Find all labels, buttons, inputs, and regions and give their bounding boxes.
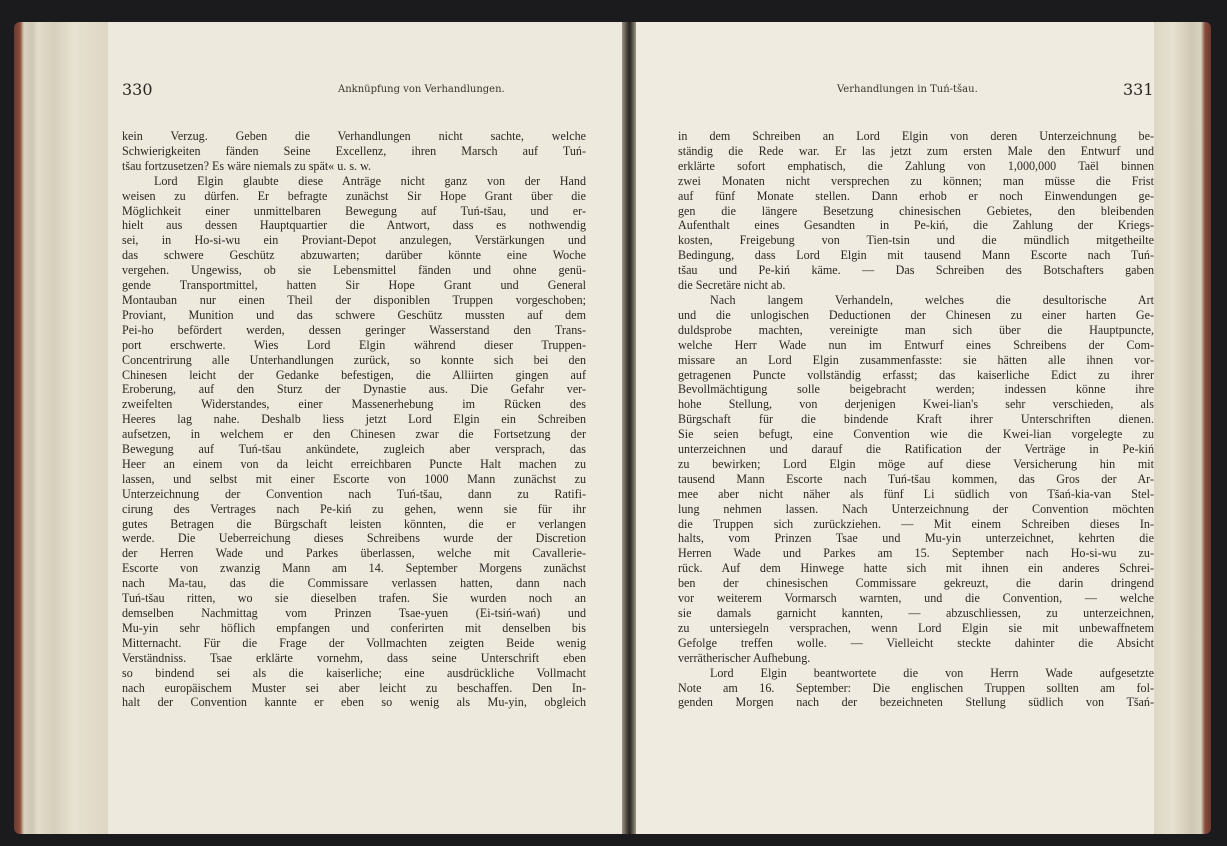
text-line: kein Verzug. Geben die Verhandlungen nicht sachte, welche bbox=[122, 129, 586, 143]
text-line: rück. Auf dem Hinwege hatte sich mit ihnen ein anderes Schrei- bbox=[678, 561, 1154, 576]
text-line: tšau fortzusetzen? Es wäre niemals zu spät« u. s. w. bbox=[122, 158, 372, 173]
text-line: Montauban nur einen Theil der disponiblen Truppen vorgeschoben; bbox=[122, 292, 586, 307]
right-body-text bbox=[678, 129, 1154, 710]
text-line: so bindend sei als die kaiserliche; eine ausdrückliche Vollmacht bbox=[122, 665, 586, 680]
text-line: zwei Monaten nicht versprechen zu können; man müsse die Frist bbox=[678, 173, 1154, 188]
text-line: in dem Schreiben an Lord Elgin von deren Unterzeichnung be- bbox=[678, 129, 1154, 143]
text-line: getragenen Puncte vollständig erfasst; das kaiserliche Edict zu ihrer bbox=[678, 367, 1154, 382]
text-line: gende Transportmittel, hatten Sir Hope Grant und General bbox=[122, 278, 586, 293]
text-line: Note am 16. September: Die englischen Truppen sollten am fol- bbox=[678, 680, 1154, 695]
text-line: port erschwerte. Wies Lord Elgin während dieser Truppen- bbox=[122, 337, 586, 352]
text-line: Chinesen leicht der Gedanke befestigen, die Alliirten gingen auf bbox=[122, 367, 586, 382]
text-line: sie damals garnicht kannten, — abzuschliessen, zu unterzeichnen, bbox=[678, 606, 1154, 620]
text-line: hielt aus dessen Hauptquartier die Antwort, dass es nothwendig bbox=[122, 218, 586, 233]
text-line: Heeres lag nahe. Deshalb liess jetzt Lord Elgin ein Schreiben bbox=[122, 412, 586, 427]
text-line: Mitternacht. Für die Frage der Vollmachten zeigten Beide wenig bbox=[122, 635, 586, 650]
text-line: Tuń-tšau ritten, wo sie dieselben trafen. Sie wurden noch an bbox=[122, 591, 586, 606]
book-page-edges-left bbox=[14, 22, 110, 834]
text-line: lung nehmen lassen. Nach Unterzeichnung der Convention möchten bbox=[678, 501, 1154, 516]
text-line: cirung des Vertrages nach Pe-kiń zu gehen, wenn sie für ihr bbox=[122, 501, 586, 516]
text-line: Gefolge treffen wolle. — Vielleicht steckte dahinter die Absicht bbox=[678, 635, 1154, 650]
book-gutter bbox=[622, 22, 636, 834]
text-line: tšau und Pe-kiń käme. — Das Schreiben des Botschafters gaben bbox=[678, 263, 1154, 278]
text-line: Lord Elgin beantwortete die von Herrn Wade aufgesetzte bbox=[710, 665, 1154, 680]
text-line: genden Morgen nach der bezeichneten Stellung südlich von Tšań- bbox=[678, 695, 1154, 710]
text-line: Escorte von zwanzig Mann am 14. September Morgens zunächst bbox=[122, 561, 586, 576]
text-line: verrätherischer Aufhebung. bbox=[678, 650, 811, 665]
text-line: zu bewirken; Lord Elgin möge auf diese Versicherung hin mit bbox=[678, 456, 1154, 471]
text-line: ben der chinesischen Commissare gekreuzt, die darin dringend bbox=[678, 576, 1154, 591]
text-line: ständig die Rede war. Er las jetzt zum ersten Male den Entwurf und bbox=[678, 143, 1154, 158]
right-page-number: 331 bbox=[1123, 80, 1154, 99]
text-line: Heer an einem von da leicht erreichbaren Puncte Halt machen zu bbox=[122, 456, 586, 471]
text-line: Bevollmächtigung solle beigebracht werden; indessen könne ihre bbox=[678, 382, 1154, 397]
text-line: nach Ma-tau, das die Commissare verlassen hatten, dann nach bbox=[122, 576, 586, 591]
text-line: Sie seien befugt, eine Convention wie die Kwei-lian vorgelegte zu bbox=[678, 427, 1154, 442]
text-line: Verständniss. Tsae erklärte vornehm, dass seine Unterschrift eben bbox=[122, 650, 586, 665]
text-line: sei, in Ho-si-wu ein Proviant-Depot anzulegen, Verstärkungen und bbox=[122, 233, 586, 248]
left-page-number: 330 bbox=[122, 80, 153, 99]
left-body-text bbox=[122, 129, 586, 710]
text-line: das schwere Geschütz abzuwarten; darüber könnte eine Woche bbox=[122, 248, 586, 263]
text-line: Herren Wade und Parkes am 15. September nach Ho-si-wu zu- bbox=[678, 546, 1154, 561]
text-line: Bewegung auf Tuń-tšau ankündete, zugleich aber versprach, das bbox=[122, 442, 586, 457]
text-line: vergehen. Ungewiss, ob sie Lebensmittel fänden und ohne genü- bbox=[122, 263, 586, 278]
text-line: der Herren Wade und Parkes überlassen, welche mit Cavallerie- bbox=[122, 546, 586, 561]
text-line: aufsetzen, in welchem er den Chinesen zwar die Fortsetzung der bbox=[122, 427, 586, 442]
text-line: welche Herr Wade nun im Entwurf eines Schreibens der Com- bbox=[678, 337, 1154, 352]
text-line: halt der Convention kannte er eben so wenig als Mu-yin, obgleich bbox=[122, 695, 586, 710]
text-line: kosten, Freigebung von Tien-tsin und die mündlich mitgetheilte bbox=[678, 233, 1154, 248]
text-line: die Truppen sich zurückziehen. — Mit einem Schreiben dieses In- bbox=[678, 516, 1154, 531]
text-line: zu untersiegeln versprachen, wenn Lord Elgin sie mit unbewaffnetem bbox=[678, 620, 1154, 635]
text-line: nach europäischem Muster sei aber leicht zu beschaffen. Den In- bbox=[122, 680, 586, 695]
text-line: Pei-ho befördert werden, dessen geringer Wasserstand den Trans- bbox=[122, 322, 586, 337]
text-line: gutes Betragen die Bürgschaft leisten könnten, die er verlangen bbox=[122, 516, 586, 531]
text-line: Nach langem Verhandeln, welches die desultorische Art bbox=[710, 292, 1154, 307]
text-line: erklärte sofort emphatisch, die Zahlung von 1,000,000 Taël binnen bbox=[678, 158, 1154, 173]
text-line: gen die längere Besetzung chinesischen Gebietes, den bleibenden bbox=[678, 203, 1154, 218]
text-line: unterzeichnen und darauf die Ratification der Verträge in Pe-kiń bbox=[678, 442, 1154, 457]
text-line: hohe Stellung, von derjenigen Kwei-lian's sehr verschieden, als bbox=[678, 397, 1154, 412]
text-line: die Secretäre nicht ab. bbox=[678, 278, 786, 293]
text-line: Bürgschaft für die bindende Kraft ihrer Unterschriften dienen. bbox=[678, 412, 1154, 427]
text-line: Aufenthalt eines Gesandten in Pe-kiń, die Zahlung der Kriegs- bbox=[678, 218, 1154, 233]
text-line: Concentrirung alle Unterhandlungen zurück, so konnte sich bei den bbox=[122, 352, 586, 367]
text-line: duldsprobe machten, vereinigte man sich über die Hauptpuncte, bbox=[678, 322, 1154, 337]
text-line: Bedingung, dass Lord Elgin mit tausend Mann Escorte nach Tuń- bbox=[678, 248, 1154, 263]
text-line: Eroberung, auf den Sturz der Dynastie aus. Die Gefahr ver- bbox=[122, 382, 586, 397]
text-line: missare an Lord Elgin zusammenfasste: sie hätten alle ihnen vor- bbox=[678, 352, 1154, 367]
text-line: weisen zu dürfen. Er befragte zunächst Sir Hope Grant über die bbox=[122, 188, 586, 203]
text-line: und die unlogischen Deductionen der Chinesen zu einer harten Ge- bbox=[678, 307, 1154, 322]
text-line: Unterzeichnung der Convention nach Tuń-tšau, dann zu Ratifi- bbox=[122, 486, 586, 501]
text-line: mee aber nicht näher als fünf Li südlich von Tšań-kia-van Stel- bbox=[678, 486, 1154, 501]
text-line: lassen, und selbst mit einer Escorte von 1000 Mann zunächst zu bbox=[122, 471, 586, 486]
text-line: halts, vom Prinzen Tsae und Mu-yin unterzeichnet, kehrten die bbox=[678, 531, 1154, 546]
book-page-edges-right bbox=[1153, 22, 1211, 834]
right-running-head: Verhandlungen in Tuń-tšau. bbox=[837, 84, 978, 95]
text-line: demselben Nachmittag vom Prinzen Tsae-yuen (Ei-tsiń-wań) und bbox=[122, 606, 586, 620]
text-line: tausend Mann Escorte nach Tuń-tšau kommen, das Gros der Ar- bbox=[678, 471, 1154, 486]
text-line: werde. Die Ueberreichung dieses Schreibens wurde der Discretion bbox=[122, 531, 586, 546]
text-line: zweifelten Widerstandes, einer Massenerhebung im Rücken des bbox=[122, 397, 586, 412]
left-running-head: Anknüpfung von Verhandlungen. bbox=[338, 84, 505, 95]
text-line: vor weiterem Vormarsch warnten, und die Convention, — welche bbox=[678, 591, 1154, 606]
text-line: auf fünf Monate stellen. Dann erhob er noch Einwendungen ge- bbox=[678, 188, 1154, 203]
text-line: Mu-yin sehr höflich empfangen und conferirten mit denselben bis bbox=[122, 620, 586, 635]
text-line: Proviant, Munition und das schwere Geschütz mussten auf dem bbox=[122, 307, 586, 322]
text-line: Möglichkeit einer unmittelbaren Bewegung auf Tuń-tšau, und er- bbox=[122, 203, 586, 218]
text-line: Lord Elgin glaubte diese Anträge nicht ganz von der Hand bbox=[154, 173, 586, 188]
text-line: Schwierigkeiten fänden Seine Excellenz, ihren Marsch auf Tuń- bbox=[122, 143, 586, 158]
